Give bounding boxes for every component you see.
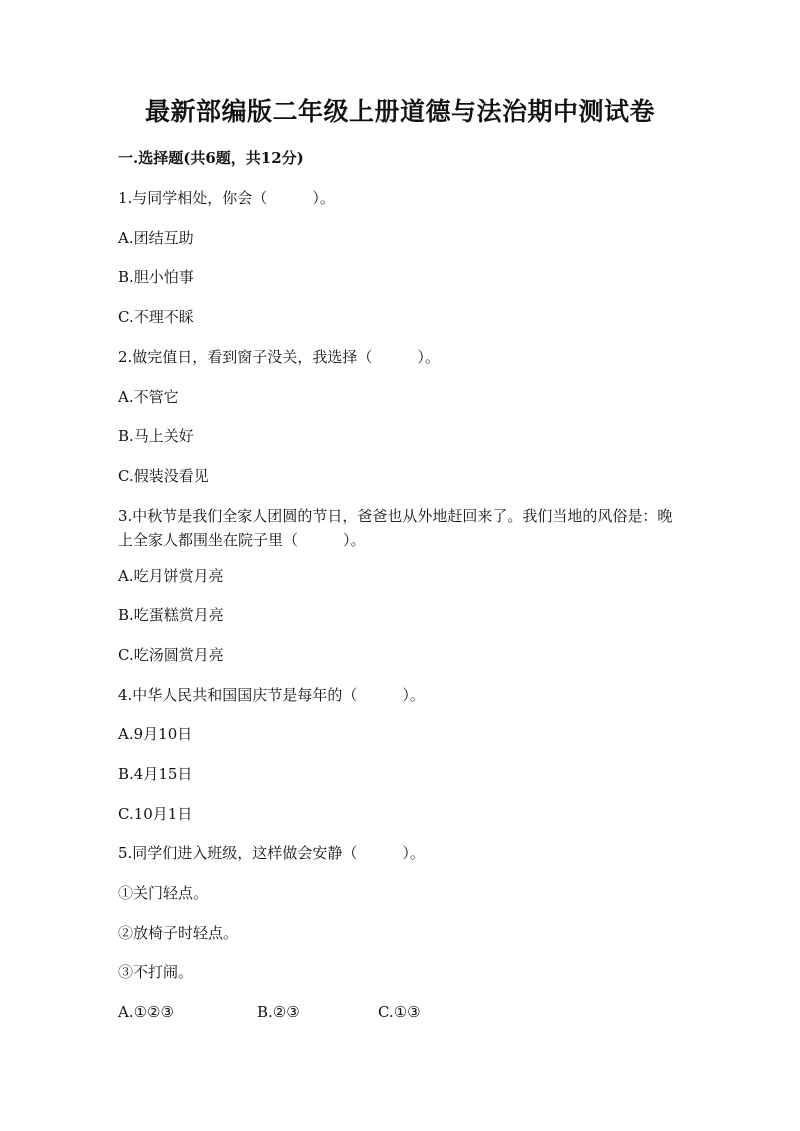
question-1-stem: 1.与同学相处，你会（ ）。 xyxy=(118,189,335,207)
question-5-option-c: C.①③ xyxy=(378,1003,421,1021)
question-4-option-a: A.9月10日 xyxy=(118,725,193,743)
question-2-option-a: A.不管它 xyxy=(118,388,179,406)
question-1-option-b: B.胆小怕事 xyxy=(118,268,194,286)
question-3-option-c: C.吃汤圆赏月亮 xyxy=(118,646,224,664)
question-4-option-b: B.4月15日 xyxy=(118,765,193,783)
question-3-option-a: A.吃月饼赏月亮 xyxy=(118,567,224,585)
question-5-option-b: B.②③ xyxy=(257,1003,300,1021)
page-title: 最新部编版二年级上册道德与法治期中测试卷 xyxy=(144,97,655,126)
question-3-stem: 3.中秋节是我们全家人团圆的节日，爸爸也从外地赶回来了。我们当地的风俗是：晚上全家人都围坐在院子里（ ）。 xyxy=(118,507,673,549)
question-3-option-b: B.吃蛋糕赏月亮 xyxy=(118,606,224,624)
question-5-stem: 5.同学们进入班级，这样做会安静（ ）。 xyxy=(118,844,425,862)
question-5-statement-2: ②放椅子时轻点。 xyxy=(118,924,239,942)
question-1-option-c: C.不理不睬 xyxy=(118,308,194,326)
question-2-option-b: B.马上关好 xyxy=(118,427,194,445)
section-heading: 一.选择题(共6题，共12分) xyxy=(118,149,304,167)
question-4-option-c: C.10月1日 xyxy=(118,805,193,823)
question-2-stem: 2.做完值日，看到窗子没关，我选择（ ）。 xyxy=(118,348,440,366)
question-5-statement-1: ①关门轻点。 xyxy=(118,884,209,902)
question-1-option-a: A.团结互助 xyxy=(118,229,194,247)
question-5-option-a: A.①②③ xyxy=(118,1003,174,1021)
question-5-statement-3: ③不打闹。 xyxy=(118,963,194,981)
question-2-option-c: C.假装没看见 xyxy=(118,467,209,485)
question-4-stem: 4.中华人民共和国国庆节是每年的（ ）。 xyxy=(118,686,425,704)
